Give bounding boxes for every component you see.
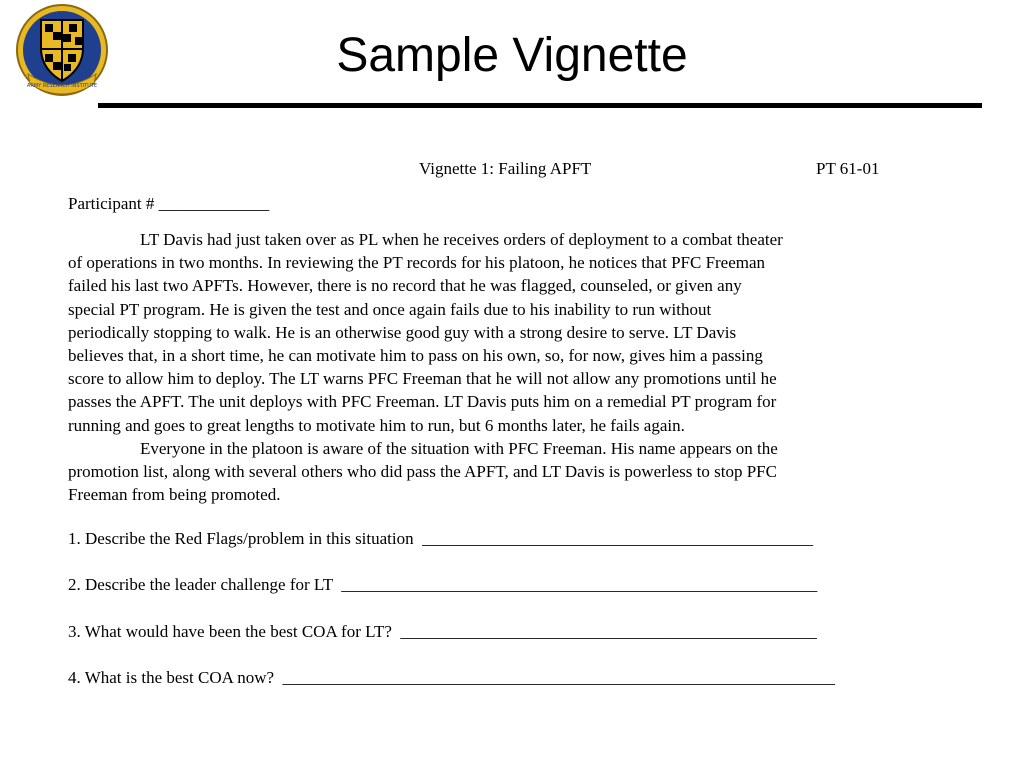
vignette-body [68,228,928,506]
body-line: Freeman from being promoted. [68,485,281,505]
question-1[interactable]: 1. Describe the Red Flags/problem in this situation ______________________________________________ [68,529,814,548]
question-4[interactable]: 4. What is the best COA now? _________________________________________________________________ [68,667,836,687]
body-line: of operations in two months. In reviewing the PT records for his platoon, he notices that PFC Freeman [68,253,766,273]
vignette-header [0,158,1024,180]
vignette-code: PT 61-01 [816,159,880,178]
participant-number-field[interactable]: Participant # _____________ [68,194,270,213]
body-line: running and goes to great lengths to motivate him to run, but 6 months later, he fails again. [68,415,685,435]
vignette-title: Vignette 1: Failing APFT [419,159,592,178]
title-divider [98,103,982,108]
body-line: believes that, in a short time, he can motivate him to pass on his own, so, for now, gives him a passing [68,345,763,365]
question-list [68,528,948,713]
slide-title: Sample Vignette [336,29,688,82]
body-line: LT Davis had just taken over as PL when he receives orders of deployment to a combat theater [140,230,783,249]
question-3[interactable]: 3. What would have been the best COA for LT? _________________________________________________ [68,621,817,641]
body-line: special PT program. He is given the test and once again fails due to his inability to run without [68,299,712,319]
body-line: promotion list, along with several others who did pass the APFT, and LT Davis is powerless to stop PFC [68,461,777,481]
body-line: passes the APFT. The unit deploys with PFC Freeman. LT Davis puts him on a remedial PT program for [68,392,777,412]
question-2[interactable]: 2. Describe the leader challenge for LT ________________________________________________________ [68,575,818,595]
crest-ribbon-text: ARMY RESEARCH INSTITUTE [26,83,98,89]
body-line: Everyone in the platoon is aware of the situation with PFC Freeman. His name appears on the [140,438,778,458]
body-line: failed his last two APFTs. However, there is no record that he was flagged, counseled, or given any [68,276,742,296]
body-line: periodically stopping to walk. He is an otherwise good guy with a strong desire to serve. LT Davis [68,322,737,342]
body-line: score to allow him to deploy. The LT warns PFC Freeman that he will not allow any promotions until he [68,369,777,389]
